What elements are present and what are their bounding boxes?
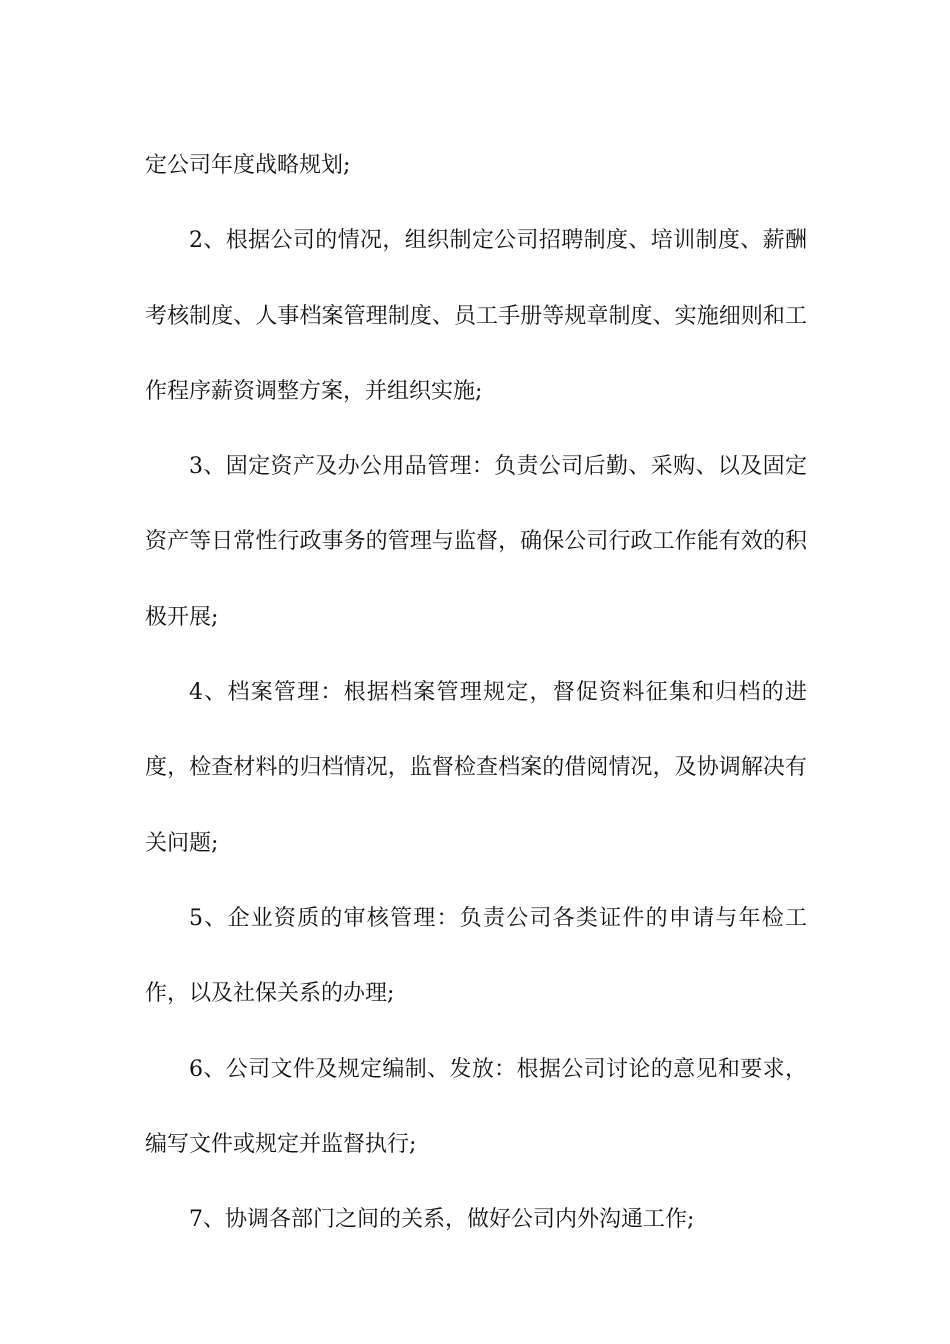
body-text bbox=[145, 128, 807, 1257]
paragraph-continuation: 定公司年度战略规划; bbox=[145, 153, 351, 178]
paragraph-item-7: 7、协调各部门之间的关系，做好公司内外沟通工作; bbox=[189, 1207, 695, 1233]
paragraph-item-2: 2、根据公司的情况，组织制定公司招聘制度、培训制度、薪酬考核制度、人事档案管理制度、员工手册等规章制度、实施细则和工作程序薪资调整方案，并组织实施; bbox=[145, 228, 807, 404]
paragraph-item-6: 6、公司文件及规定编制、发放：根据公司讨论的意见和要求，编写文件或规定并监督执行; bbox=[145, 1056, 807, 1157]
paragraph-item-3: 3、固定资产及办公用品管理：负责公司后勤、采购、以及固定资产等日常性行政事务的管理与监督，确保公司行政工作能有效的积极开展; bbox=[145, 454, 807, 630]
paragraph-item-5: 5、企业资质的审核管理：负责公司各类证件的申请与年检工作，以及社保关系的办理; bbox=[145, 905, 807, 1007]
paragraph-item-4: 4、档案管理：根据档案管理规定，督促资料征集和归档的进度，检查材料的归档情况，监督检查档案的借阅情况，及协调解决有关问题; bbox=[145, 680, 807, 856]
